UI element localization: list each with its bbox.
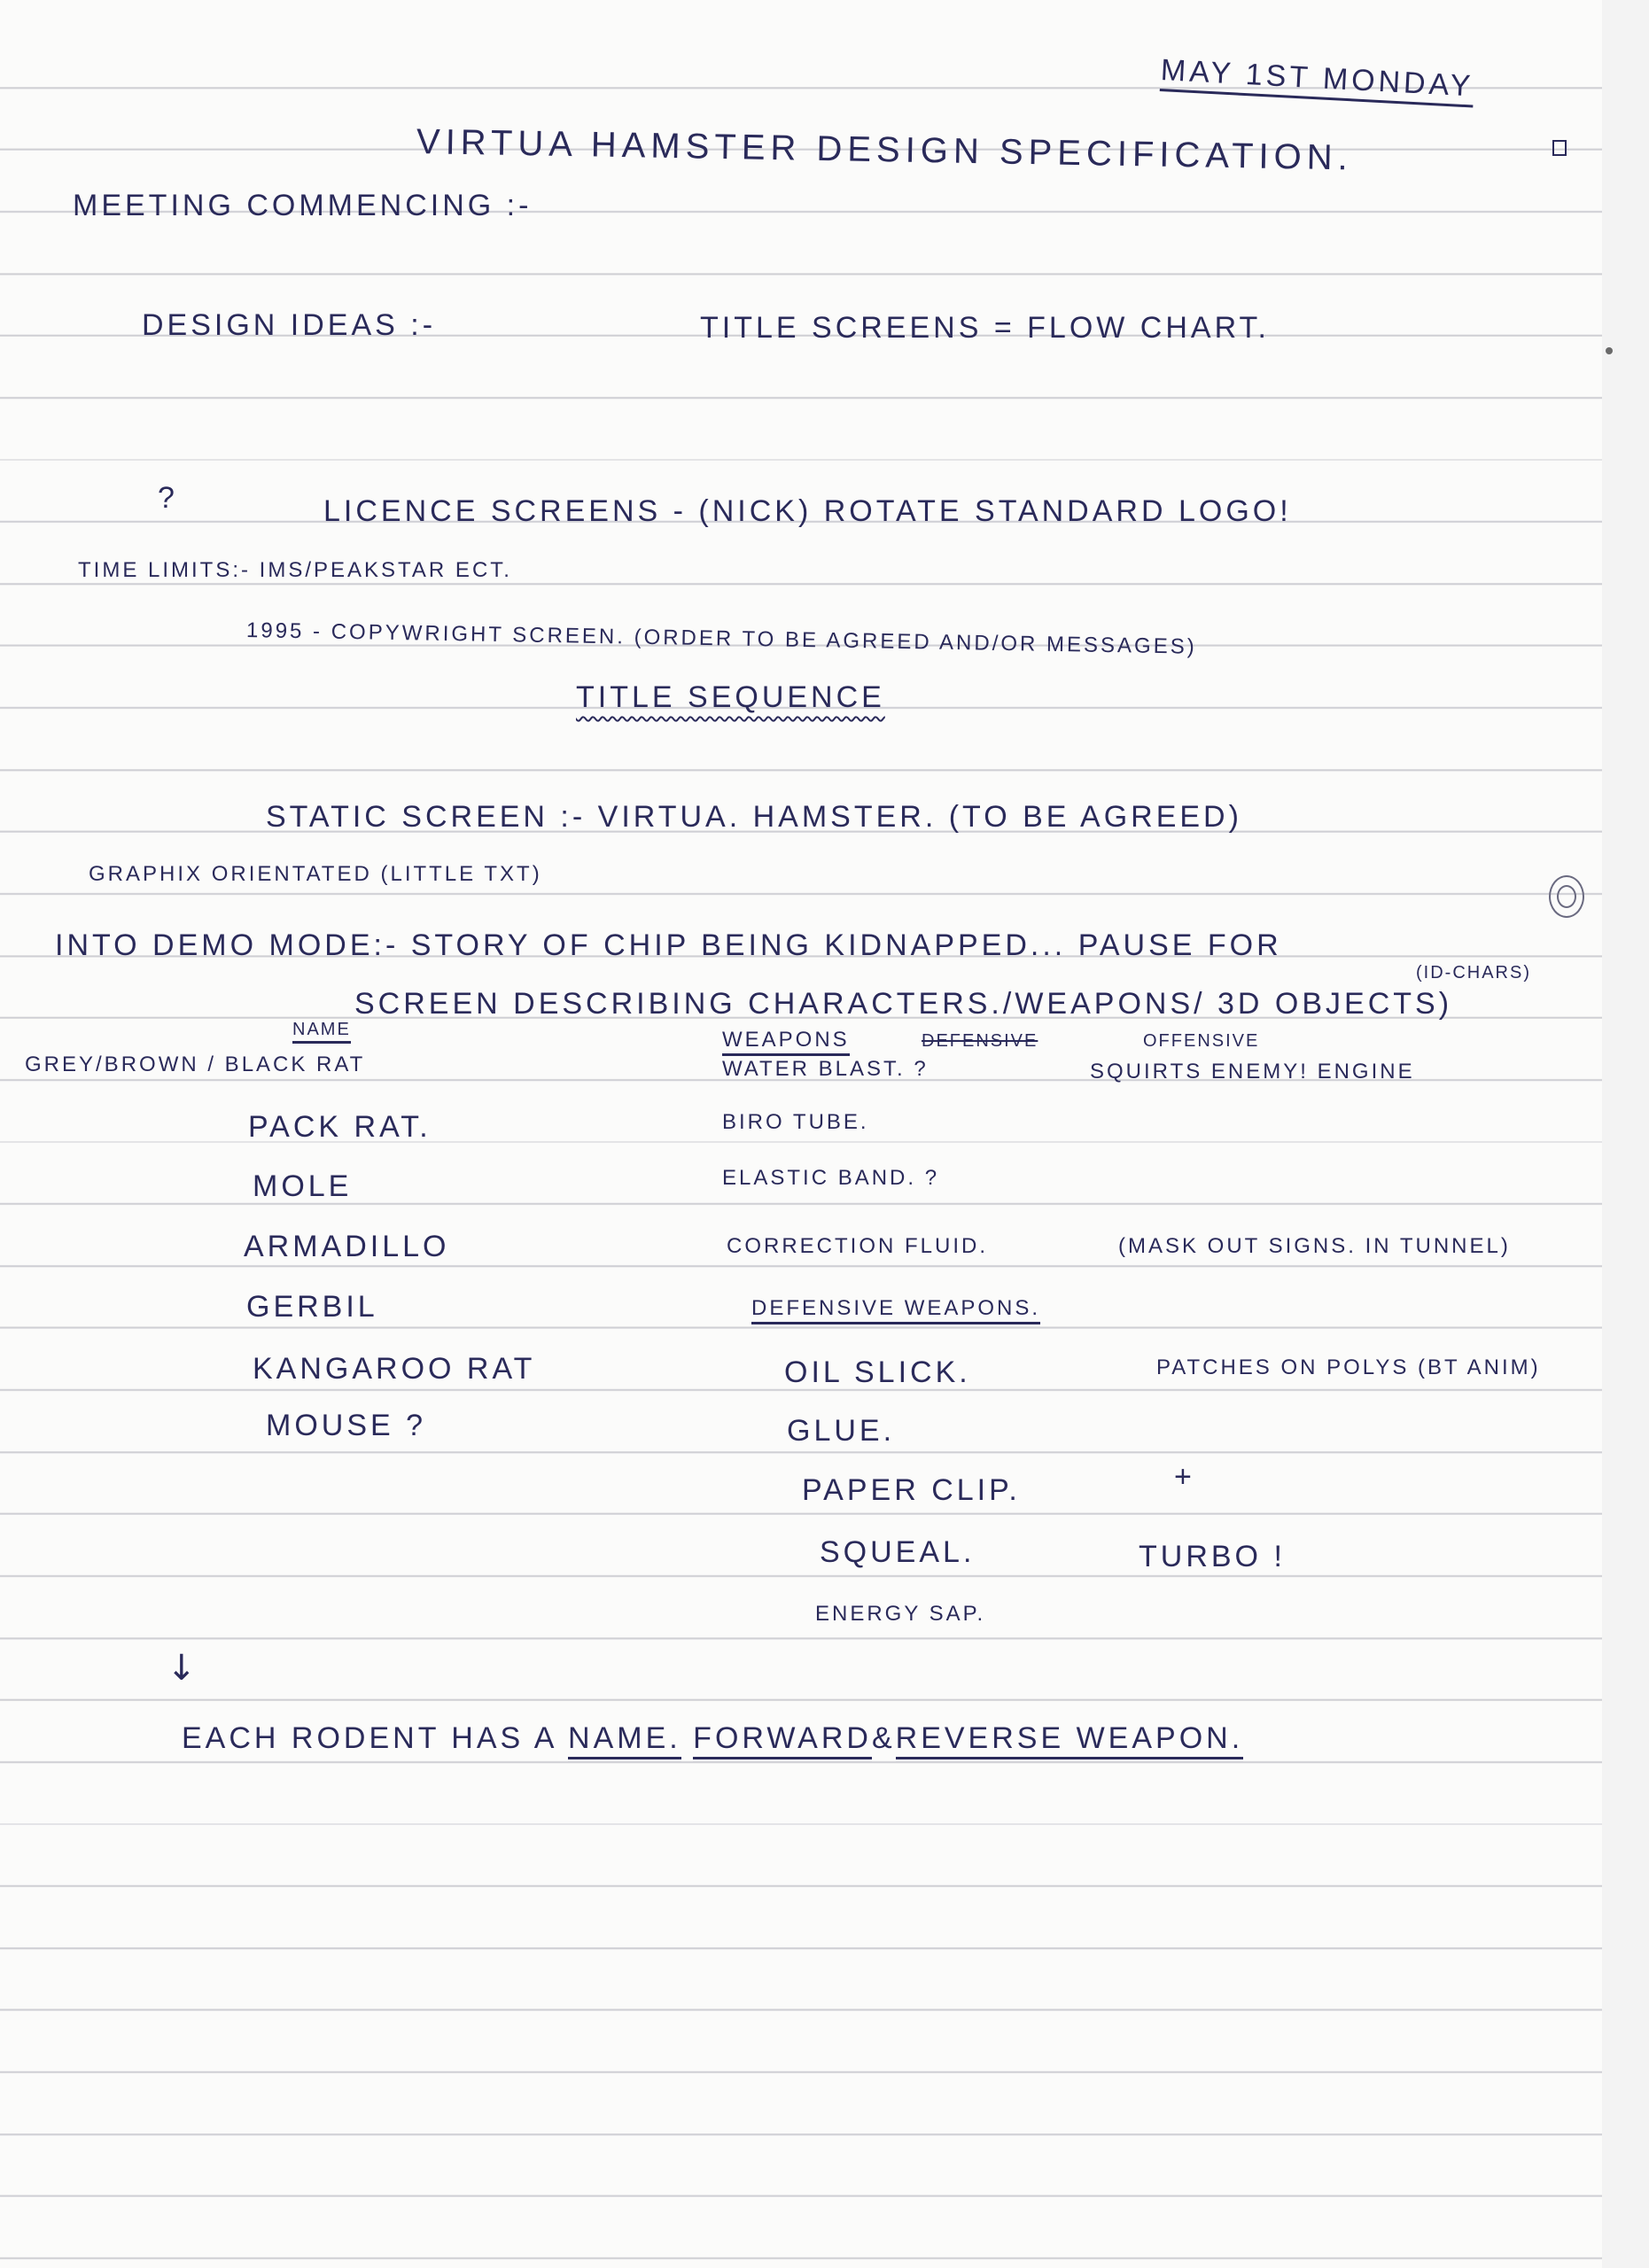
meeting-line: MEETING COMMENCING :- (73, 189, 533, 222)
name-column-header (292, 1021, 351, 1038)
licence-screens-line: LICENCE SCREENS - (NICK) ROTATE STANDARD LOGO! (323, 494, 1292, 528)
defensive-item: GLUE. (787, 1414, 896, 1448)
name-item: ARMADILLO (244, 1230, 450, 1263)
name-header-text: NAME (292, 1020, 351, 1044)
weapon-item: ELASTIC BAND. ? (722, 1166, 940, 1190)
screen-describing-line: SCREEN DESCRIBING CHARACTERS./WEAPONS/ 3D OBJECTS) (354, 987, 1453, 1021)
defensive-item: OIL SLICK. (784, 1355, 971, 1389)
defensive-weapons-heading (751, 1298, 1040, 1319)
title-sequence-text: TITLE SEQUENCE (576, 680, 885, 714)
page-title: VIRTUA HAMSTER DESIGN SPECIFICATION. (416, 122, 1354, 178)
each-rodent-forward: FORWARD (693, 1721, 872, 1759)
date-text: MAY 1ST MONDAY (1160, 53, 1475, 107)
name-item: MOLE (253, 1169, 353, 1203)
patches-note: PATCHES ON POLYS (BT ANIM) (1156, 1355, 1541, 1379)
name-item: KANGAROO RAT (253, 1352, 536, 1386)
turbo-note: TURBO ! (1139, 1540, 1286, 1573)
time-limits-line: TIME LIMITS:- IMS/PEAKSTAR ECT. (78, 558, 512, 582)
each-rodent-name: NAME. (568, 1721, 681, 1759)
weapons-column-header (722, 1029, 850, 1051)
name-item: GREY/BROWN / BLACK RAT (25, 1052, 366, 1076)
page-edge (1602, 0, 1649, 2268)
squirts-note: SQUIRTS ENEMY! ENGINE (1090, 1060, 1415, 1084)
copyright-line: 1995 - COPYWRIGHT SCREEN. (ORDER TO BE AGREED AND/OR MESSAGES) (245, 618, 1197, 659)
defensive-struck-label: DEFENSIVE (922, 1031, 1038, 1051)
defensive-item: SQUEAL. (820, 1535, 976, 1569)
graphix-line: GRAPHIX ORIENTATED (LITTLE TXT) (89, 862, 542, 886)
question-mark: ? (158, 481, 178, 515)
defensive-weapons-text: DEFENSIVE WEAPONS. (751, 1296, 1040, 1324)
plus-mark: + (1174, 1460, 1195, 1494)
weapon-item: CORRECTION FLUID. (727, 1234, 989, 1258)
weapon-item: WATER BLAST. ? (722, 1057, 929, 1081)
each-rodent-reverse: REVERSE WEAPON. (896, 1721, 1244, 1759)
title-sequence-heading (576, 682, 885, 712)
ink-dot (1606, 347, 1613, 354)
static-screen-line: STATIC SCREEN :- VIRTUA. HAMSTER. (TO BE AGREED) (266, 800, 1242, 834)
each-rodent-start: EACH RODENT HAS A (182, 1721, 556, 1755)
offensive-label: OFFENSIVE (1143, 1031, 1260, 1051)
title-screens-note: TITLE SCREENS = FLOW CHART. (700, 311, 1270, 345)
mask-out-note: (MASK OUT SIGNS. IN TUNNEL) (1118, 1234, 1511, 1258)
each-rodent-amp: & (871, 1721, 896, 1755)
weapons-header-text: WEAPONS (722, 1028, 850, 1056)
demo-mode-line: INTO DEMO MODE:- STORY OF CHIP BEING KIDNAPPED... PAUSE FOR (55, 928, 1282, 962)
punch-hole-mark (1549, 875, 1584, 918)
defensive-item: ENERGY SAP. (815, 1602, 986, 1626)
each-rodent-line (182, 1723, 1243, 1753)
defensive-item: PAPER CLIP. (802, 1473, 1021, 1507)
name-item: GERBIL (246, 1290, 378, 1324)
id-chars-note: (ID-CHARS) (1416, 963, 1531, 983)
down-arrow-icon: ↓ (167, 1648, 197, 1689)
design-ideas-label: DESIGN IDEAS :- (142, 308, 437, 342)
name-item: MOUSE ? (266, 1409, 427, 1442)
title-checkbox-mark (1552, 140, 1567, 156)
name-item: PACK RAT. (248, 1110, 432, 1144)
weapon-item: BIRO TUBE. (722, 1110, 869, 1134)
